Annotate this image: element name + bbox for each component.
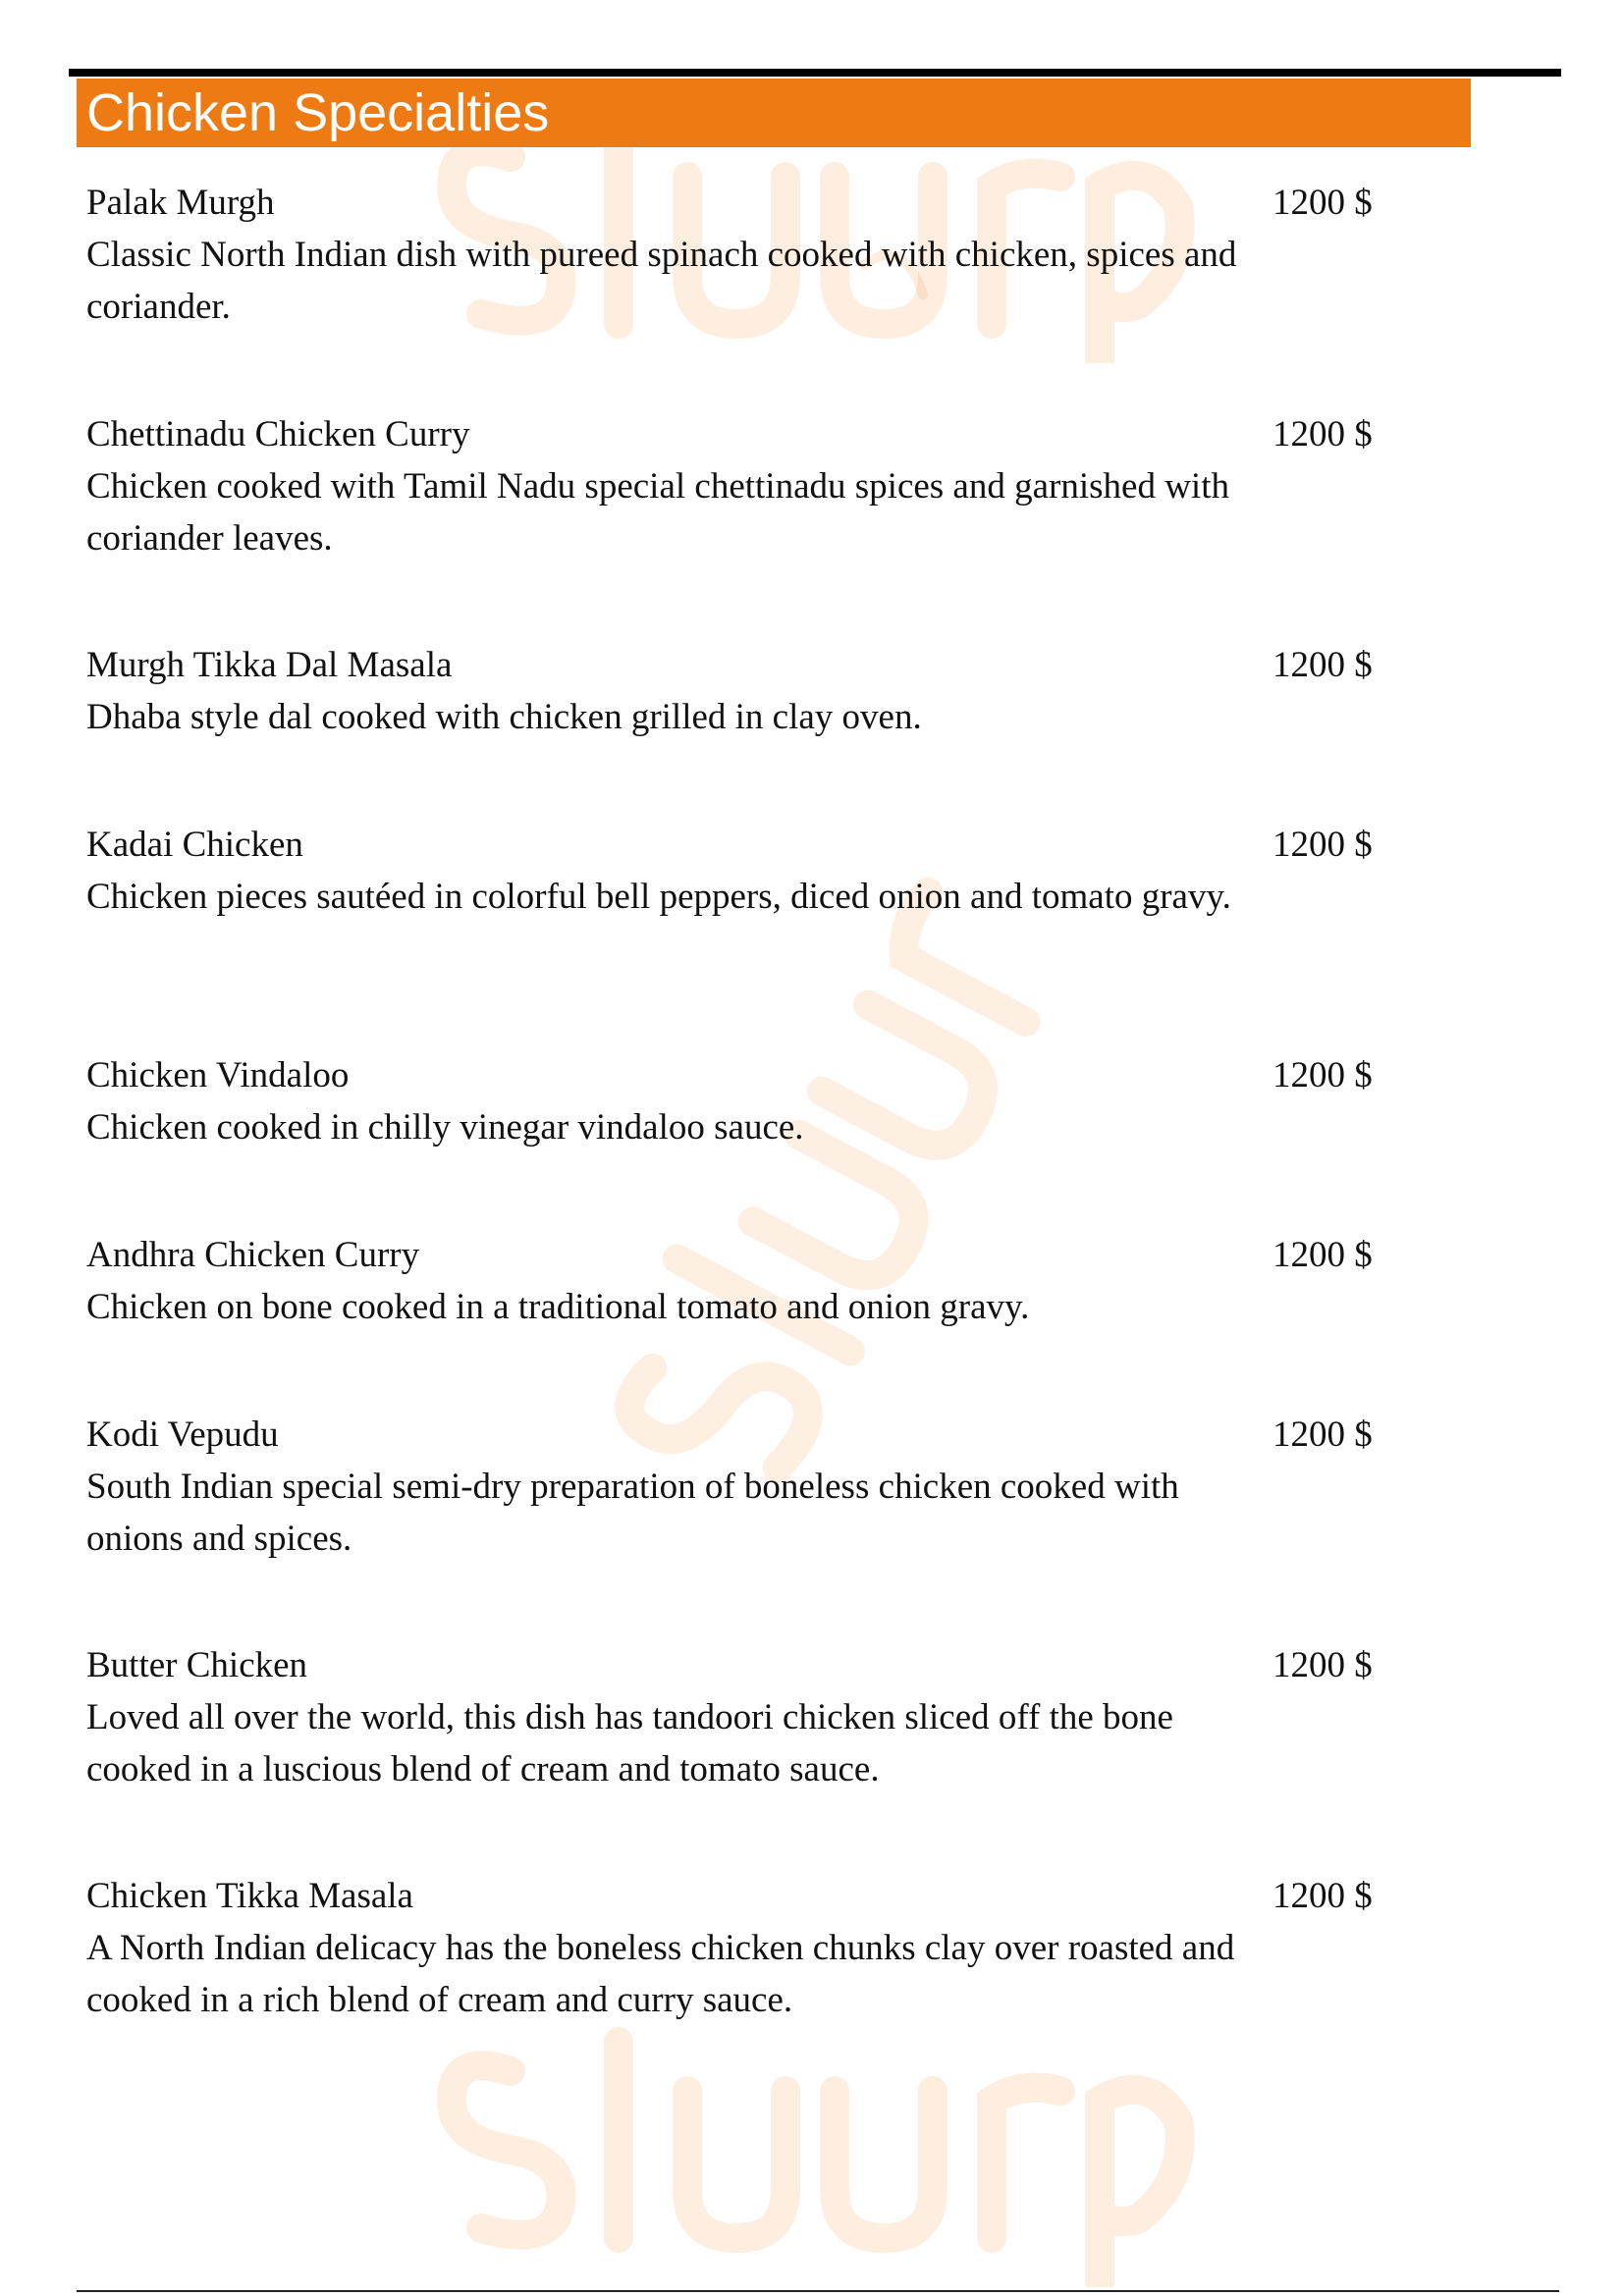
item-price: 1200 $ bbox=[1272, 414, 1373, 454]
menu-item bbox=[86, 1409, 1402, 1565]
item-description: Chicken cooked with Tamil Nadu special chettinadu spices and garnished with coriander leaves. bbox=[86, 466, 1229, 559]
item-description: A North Indian delicacy has the boneless chicken chunks clay over roasted and cooked in a rich blend of cream and curry sauce. bbox=[86, 1928, 1235, 2020]
item-price: 1200 $ bbox=[1272, 645, 1373, 685]
menu-item bbox=[86, 1870, 1402, 2026]
menu-item bbox=[86, 177, 1402, 333]
section-header bbox=[77, 79, 1471, 147]
item-price: 1200 $ bbox=[1272, 1055, 1373, 1095]
item-name: Palak Murgh bbox=[86, 183, 275, 223]
item-price: 1200 $ bbox=[1272, 825, 1373, 865]
item-description: Chicken pieces sautéed in colorful bell peppers, diced onion and tomato gravy. bbox=[86, 877, 1231, 917]
item-name: Andhra Chicken Curry bbox=[86, 1235, 420, 1275]
item-name: Kadai Chicken bbox=[86, 825, 303, 865]
item-price: 1200 $ bbox=[1272, 1235, 1373, 1275]
item-name: Chicken Vindaloo bbox=[86, 1055, 350, 1095]
bottom-rule bbox=[77, 2290, 1559, 2292]
item-price: 1200 $ bbox=[1272, 1876, 1373, 1916]
item-name: Kodi Vepudu bbox=[86, 1415, 279, 1455]
menu-item bbox=[86, 819, 1402, 923]
item-description: Dhaba style dal cooked with chicken grilled in clay oven. bbox=[86, 697, 922, 737]
item-name: Chettinadu Chicken Curry bbox=[86, 414, 470, 454]
menu-item bbox=[86, 1229, 1402, 1333]
item-description: Classic North Indian dish with pureed spinach cooked with chicken, spices and coriander. bbox=[86, 235, 1237, 327]
menu-item bbox=[86, 1639, 1402, 1795]
item-description: Loved all over the world, this dish has tandoori chicken sliced off the bone cooked in a luscious blend of cream and tomato sauce. bbox=[86, 1697, 1173, 1789]
menu-item bbox=[86, 639, 1402, 743]
item-price: 1200 $ bbox=[1272, 1645, 1373, 1685]
item-price: 1200 $ bbox=[1272, 1415, 1373, 1455]
item-description: Chicken cooked in chilly vinegar vindaloo sauce. bbox=[86, 1107, 804, 1148]
item-name: Chicken Tikka Masala bbox=[86, 1876, 413, 1916]
item-description: Chicken on bone cooked in a traditional tomato and onion gravy. bbox=[86, 1287, 1030, 1327]
menu-item bbox=[86, 408, 1402, 564]
menu-item bbox=[86, 1049, 1402, 1153]
section-title: Chicken Specialties bbox=[86, 83, 550, 142]
item-price: 1200 $ bbox=[1272, 183, 1373, 223]
item-name: Butter Chicken bbox=[86, 1645, 308, 1685]
item-name: Murgh Tikka Dal Masala bbox=[86, 645, 453, 685]
item-description: South Indian special semi-dry preparation of boneless chicken cooked with onions and spices. bbox=[86, 1467, 1179, 1559]
top-rule bbox=[69, 69, 1561, 77]
